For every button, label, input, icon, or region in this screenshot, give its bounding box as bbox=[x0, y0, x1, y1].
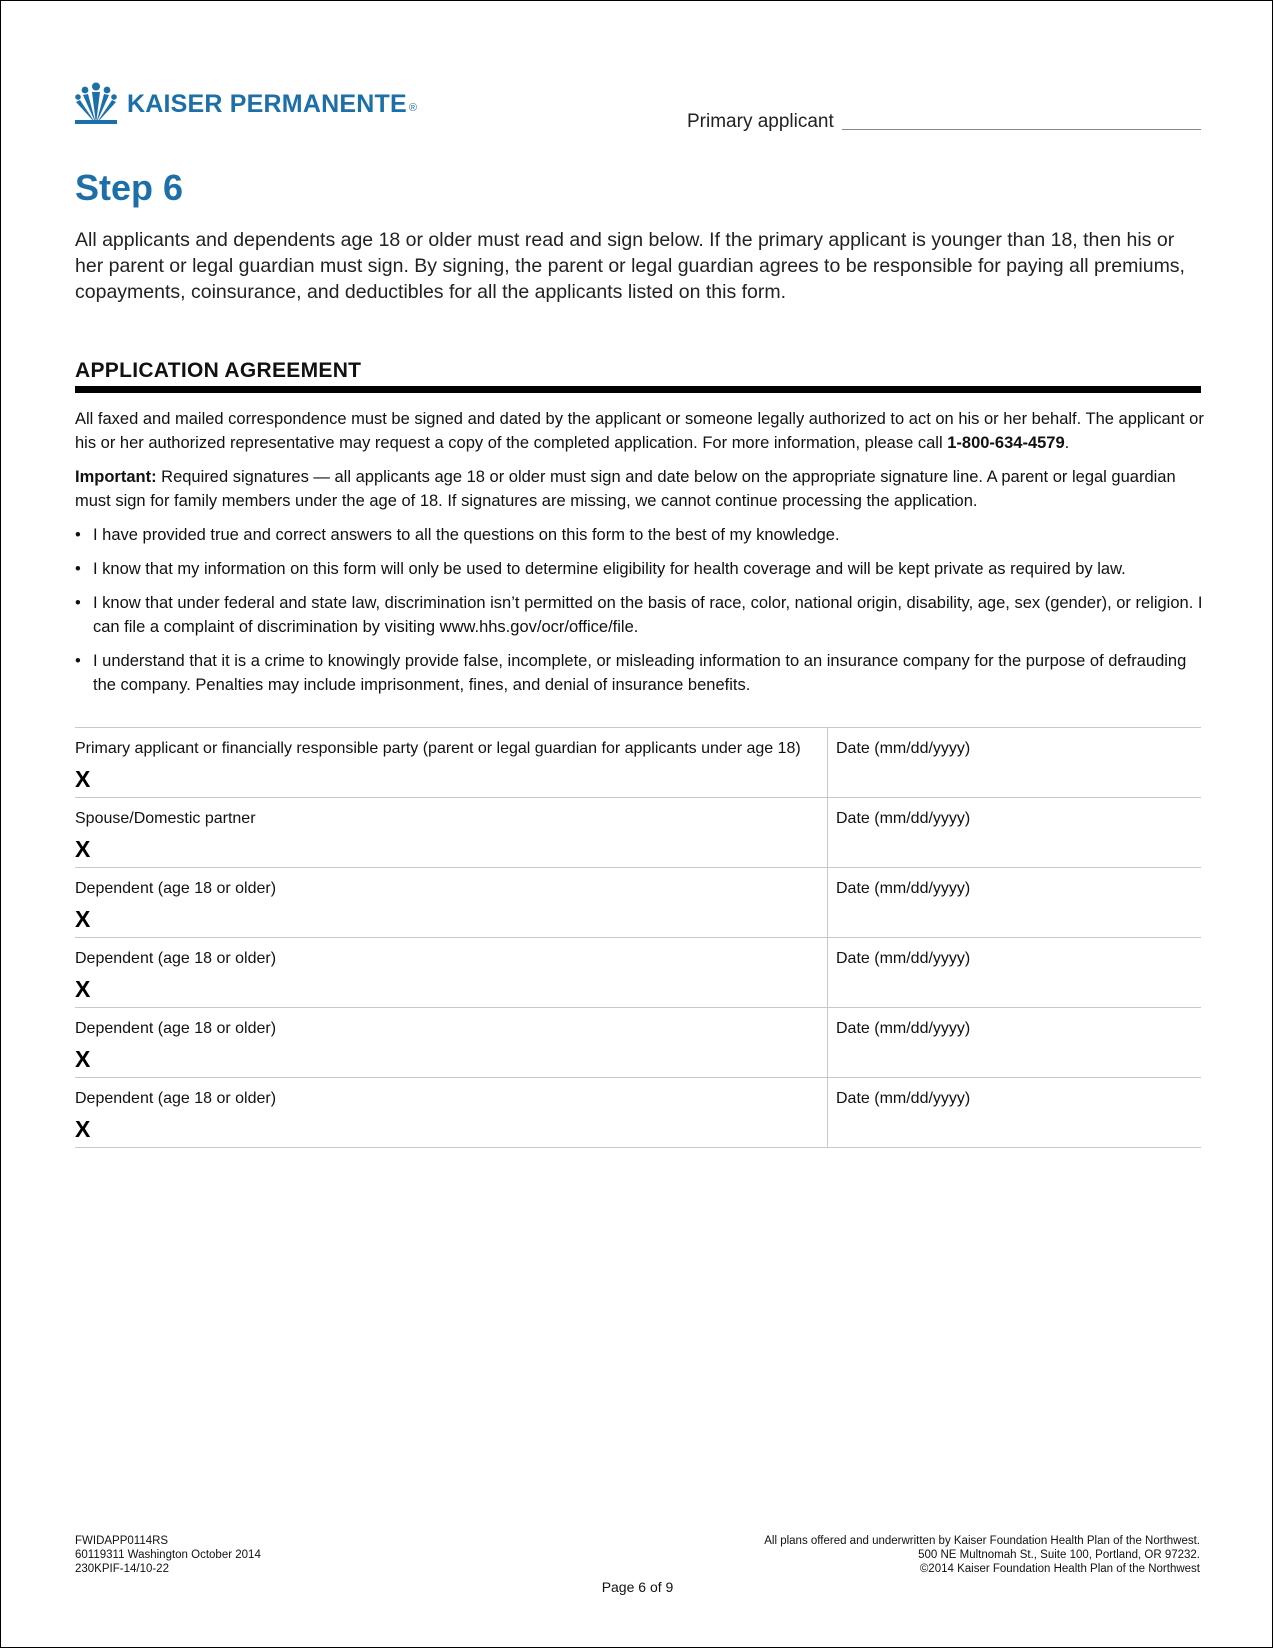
signature-row bbox=[75, 938, 1201, 1008]
agreement-body bbox=[75, 407, 1205, 707]
bullet-item: • I know that my information on this form will only be used to determine eligibility for health coverage and will be kept private as required by law. bbox=[75, 560, 1126, 578]
bullet-item: • I understand that it is a crime to knowingly provide false, incomplete, or misleading information to an insurance company for the purpose of defrauding the company. Penalties may include imprisonment, fines, and denial of insurance benefits. bbox=[75, 652, 1187, 694]
bullet-item: • I know that under federal and state law, discrimination isn’t permitted on the basis of race, color, national origin, disability, age, sex (gender), or religion. I can file a complaint of discrimination by visiting www.hhs.gov/ocr/office/file. bbox=[75, 594, 1203, 636]
signature-x-mark: X bbox=[75, 836, 91, 862]
primary-applicant-label: Primary applicant bbox=[687, 111, 834, 132]
agreement-bullets bbox=[75, 523, 1205, 697]
signature-label: Dependent (age 18 or older) bbox=[75, 1090, 277, 1107]
signature-field[interactable] bbox=[75, 938, 828, 1007]
step-intro: All applicants and dependents age 18 or older must read and sign below. If the primary applicant is younger than 18, then his or her parent or legal guardian must sign. By signing, the parent or legal guardian agrees to be responsible for paying all premiums, copayments, coinsurance, and deductibles for all the applicants listed on this form. bbox=[75, 229, 1185, 303]
date-field[interactable] bbox=[828, 798, 1201, 867]
important-paragraph: Important: Required signatures — all applicants age 18 or older must sign and date below on the appropriate signature line. A parent or legal guardian must sign for family members under the age of 18. If signatures are missing, we cannot continue processing the application. bbox=[75, 468, 1176, 510]
signature-row bbox=[75, 728, 1201, 798]
signature-field[interactable] bbox=[75, 728, 828, 797]
step-title: Step 6 bbox=[75, 167, 184, 208]
footer-code: FWIDAPP0114RS bbox=[75, 1535, 169, 1547]
footer-code: 60119311 Washington October 2014 bbox=[75, 1549, 261, 1561]
signature-x-mark: X bbox=[75, 976, 91, 1002]
footer-code: 230KPIF-14/10-22 bbox=[75, 1563, 169, 1575]
primary-applicant-line[interactable] bbox=[842, 113, 1201, 130]
date-label: Date (mm/dd/yyyy) bbox=[836, 1020, 971, 1037]
footer-form-codes bbox=[75, 1534, 261, 1576]
signature-label: Primary applicant or financially responsible party (parent or legal guardian for applicants under age 18) bbox=[75, 740, 801, 757]
signature-x-mark: X bbox=[75, 1116, 91, 1142]
signature-label: Dependent (age 18 or older) bbox=[75, 880, 277, 897]
section-rule bbox=[75, 386, 1201, 393]
signature-row bbox=[75, 1078, 1201, 1148]
date-field[interactable] bbox=[828, 938, 1201, 1007]
signature-x-mark: X bbox=[75, 1046, 91, 1072]
bullet-item: • I have provided true and correct answers to all the questions on this form to the best of my knowledge. bbox=[75, 526, 840, 544]
signature-field[interactable] bbox=[75, 798, 828, 867]
footer-legal-line: 500 NE Multnomah St., Suite 100, Portland, OR 97232. bbox=[918, 1549, 1200, 1561]
logo-wordmark: KAISER PERMANENTE ® bbox=[127, 89, 418, 118]
signature-x-mark: X bbox=[75, 906, 91, 932]
signature-row bbox=[75, 1008, 1201, 1078]
section-title: APPLICATION AGREEMENT bbox=[75, 359, 362, 382]
footer-legal-line: All plans offered and underwritten by Kaiser Foundation Health Plan of the Northwest. bbox=[764, 1535, 1200, 1547]
signature-label: Dependent (age 18 or older) bbox=[75, 1020, 277, 1037]
signature-x-mark: X bbox=[75, 766, 91, 792]
footer-legal bbox=[764, 1534, 1200, 1576]
important-label: Important: bbox=[75, 468, 157, 486]
footer-legal-line: ©2014 Kaiser Foundation Health Plan of the Northwest bbox=[919, 1563, 1200, 1575]
page-number: Page 6 of 9 bbox=[601, 1579, 674, 1595]
primary-applicant-field[interactable] bbox=[687, 111, 1201, 133]
signature-row bbox=[75, 868, 1201, 938]
kaiser-logo-icon bbox=[75, 82, 117, 126]
date-label: Date (mm/dd/yyyy) bbox=[836, 740, 971, 757]
phone-number: 1-800-634-4579 bbox=[947, 434, 1065, 452]
date-field[interactable] bbox=[828, 728, 1201, 797]
signature-label: Dependent (age 18 or older) bbox=[75, 950, 277, 967]
date-field[interactable] bbox=[828, 868, 1201, 937]
signature-field[interactable] bbox=[75, 868, 828, 937]
date-field[interactable] bbox=[828, 1078, 1201, 1147]
signature-label: Spouse/Domestic partner bbox=[75, 810, 256, 827]
agreement-paragraph: All faxed and mailed correspondence must be signed and dated by the applicant or someone legally authorized to act on his or her behalf. The applicant or his or her authorized representative may request a copy of the completed application. For more information, please call 1-800-634-4579. bbox=[75, 410, 1204, 452]
kaiser-logo bbox=[75, 81, 417, 127]
date-label: Date (mm/dd/yyyy) bbox=[836, 810, 971, 827]
date-label: Date (mm/dd/yyyy) bbox=[836, 950, 971, 967]
date-field[interactable] bbox=[828, 1008, 1201, 1077]
signature-field[interactable] bbox=[75, 1008, 828, 1077]
signature-row bbox=[75, 798, 1201, 868]
signature-field[interactable] bbox=[75, 1078, 828, 1147]
signature-table bbox=[75, 727, 1201, 1148]
date-label: Date (mm/dd/yyyy) bbox=[836, 880, 971, 897]
date-label: Date (mm/dd/yyyy) bbox=[836, 1090, 971, 1107]
